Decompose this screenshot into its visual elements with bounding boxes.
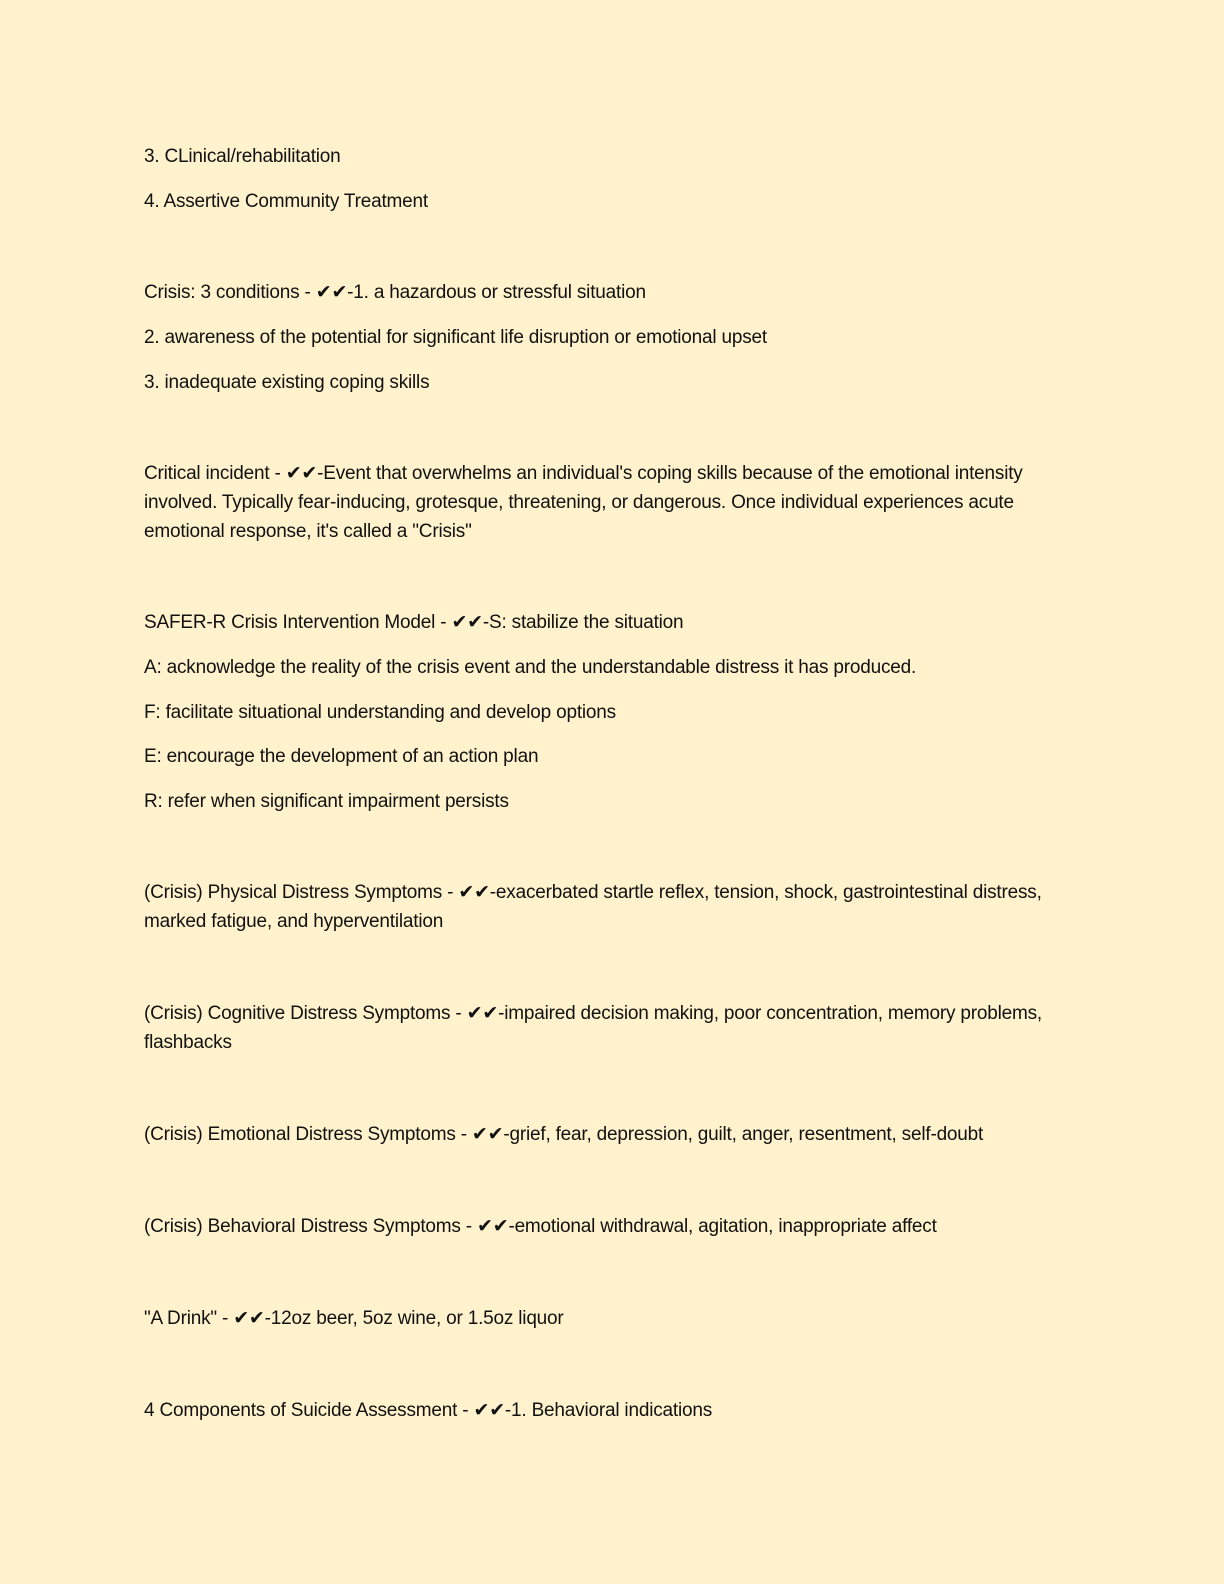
list-item-assertive-community-treatment: 4. Assertive Community Treatment — [144, 191, 428, 212]
flashcard-emotional-distress: (Crisis) Emotional Distress Symptoms - ✔✔-grief, fear, depression, guilt, anger, resentment, self-doubt — [144, 1124, 984, 1145]
flashcard-suicide-assessment: 4 Components of Suicide Assessment - ✔✔-1. Behavioral indications — [144, 1400, 713, 1421]
flashcard-critical-incident: Critical incident - ✔✔-Event that overwhelms an individual's coping skills because of the emotional intensity involved. Typically fear-inducing, grotesque, threatening, or dangerous. Once individual experiences acute emotional response, it's called a "Crisis" — [144, 463, 1023, 542]
flashcard-safer-r-model: SAFER-R Crisis Intervention Model - ✔✔-S: stabilize the situation — [144, 612, 684, 633]
list-item-clinical-rehabilitation: 3. CLinical/rehabilitation — [144, 146, 341, 167]
list-item-facilitate: F: facilitate situational understanding and develop options — [144, 702, 616, 723]
flashcard-physical-distress: (Crisis) Physical Distress Symptoms - ✔✔-exacerbated startle reflex, tension, shock, gastrointestinal distress, marked fatigue, and hyperventilation — [144, 882, 1042, 932]
list-item-coping-skills: 3. inadequate existing coping skills — [144, 372, 430, 393]
flashcard-behavioral-distress: (Crisis) Behavioral Distress Symptoms - ✔✔-emotional withdrawal, agitation, inappropriate affect — [144, 1216, 937, 1237]
list-item-awareness: 2. awareness of the potential for significant life disruption or emotional upset — [144, 327, 767, 348]
flashcard-cognitive-distress: (Crisis) Cognitive Distress Symptoms - ✔✔-impaired decision making, poor concentration, memory problems, flashbacks — [144, 1003, 1042, 1053]
list-item-acknowledge: A: acknowledge the reality of the crisis event and the understandable distress it has produced. — [144, 657, 917, 678]
list-item-refer: R: refer when significant impairment persists — [144, 791, 509, 812]
flashcard-crisis-conditions: Crisis: 3 conditions - ✔✔-1. a hazardous or stressful situation — [144, 282, 646, 303]
list-item-encourage: E: encourage the development of an action plan — [144, 746, 539, 767]
flashcard-a-drink: "A Drink" - ✔✔-12oz beer, 5oz wine, or 1.5oz liquor — [144, 1308, 564, 1329]
